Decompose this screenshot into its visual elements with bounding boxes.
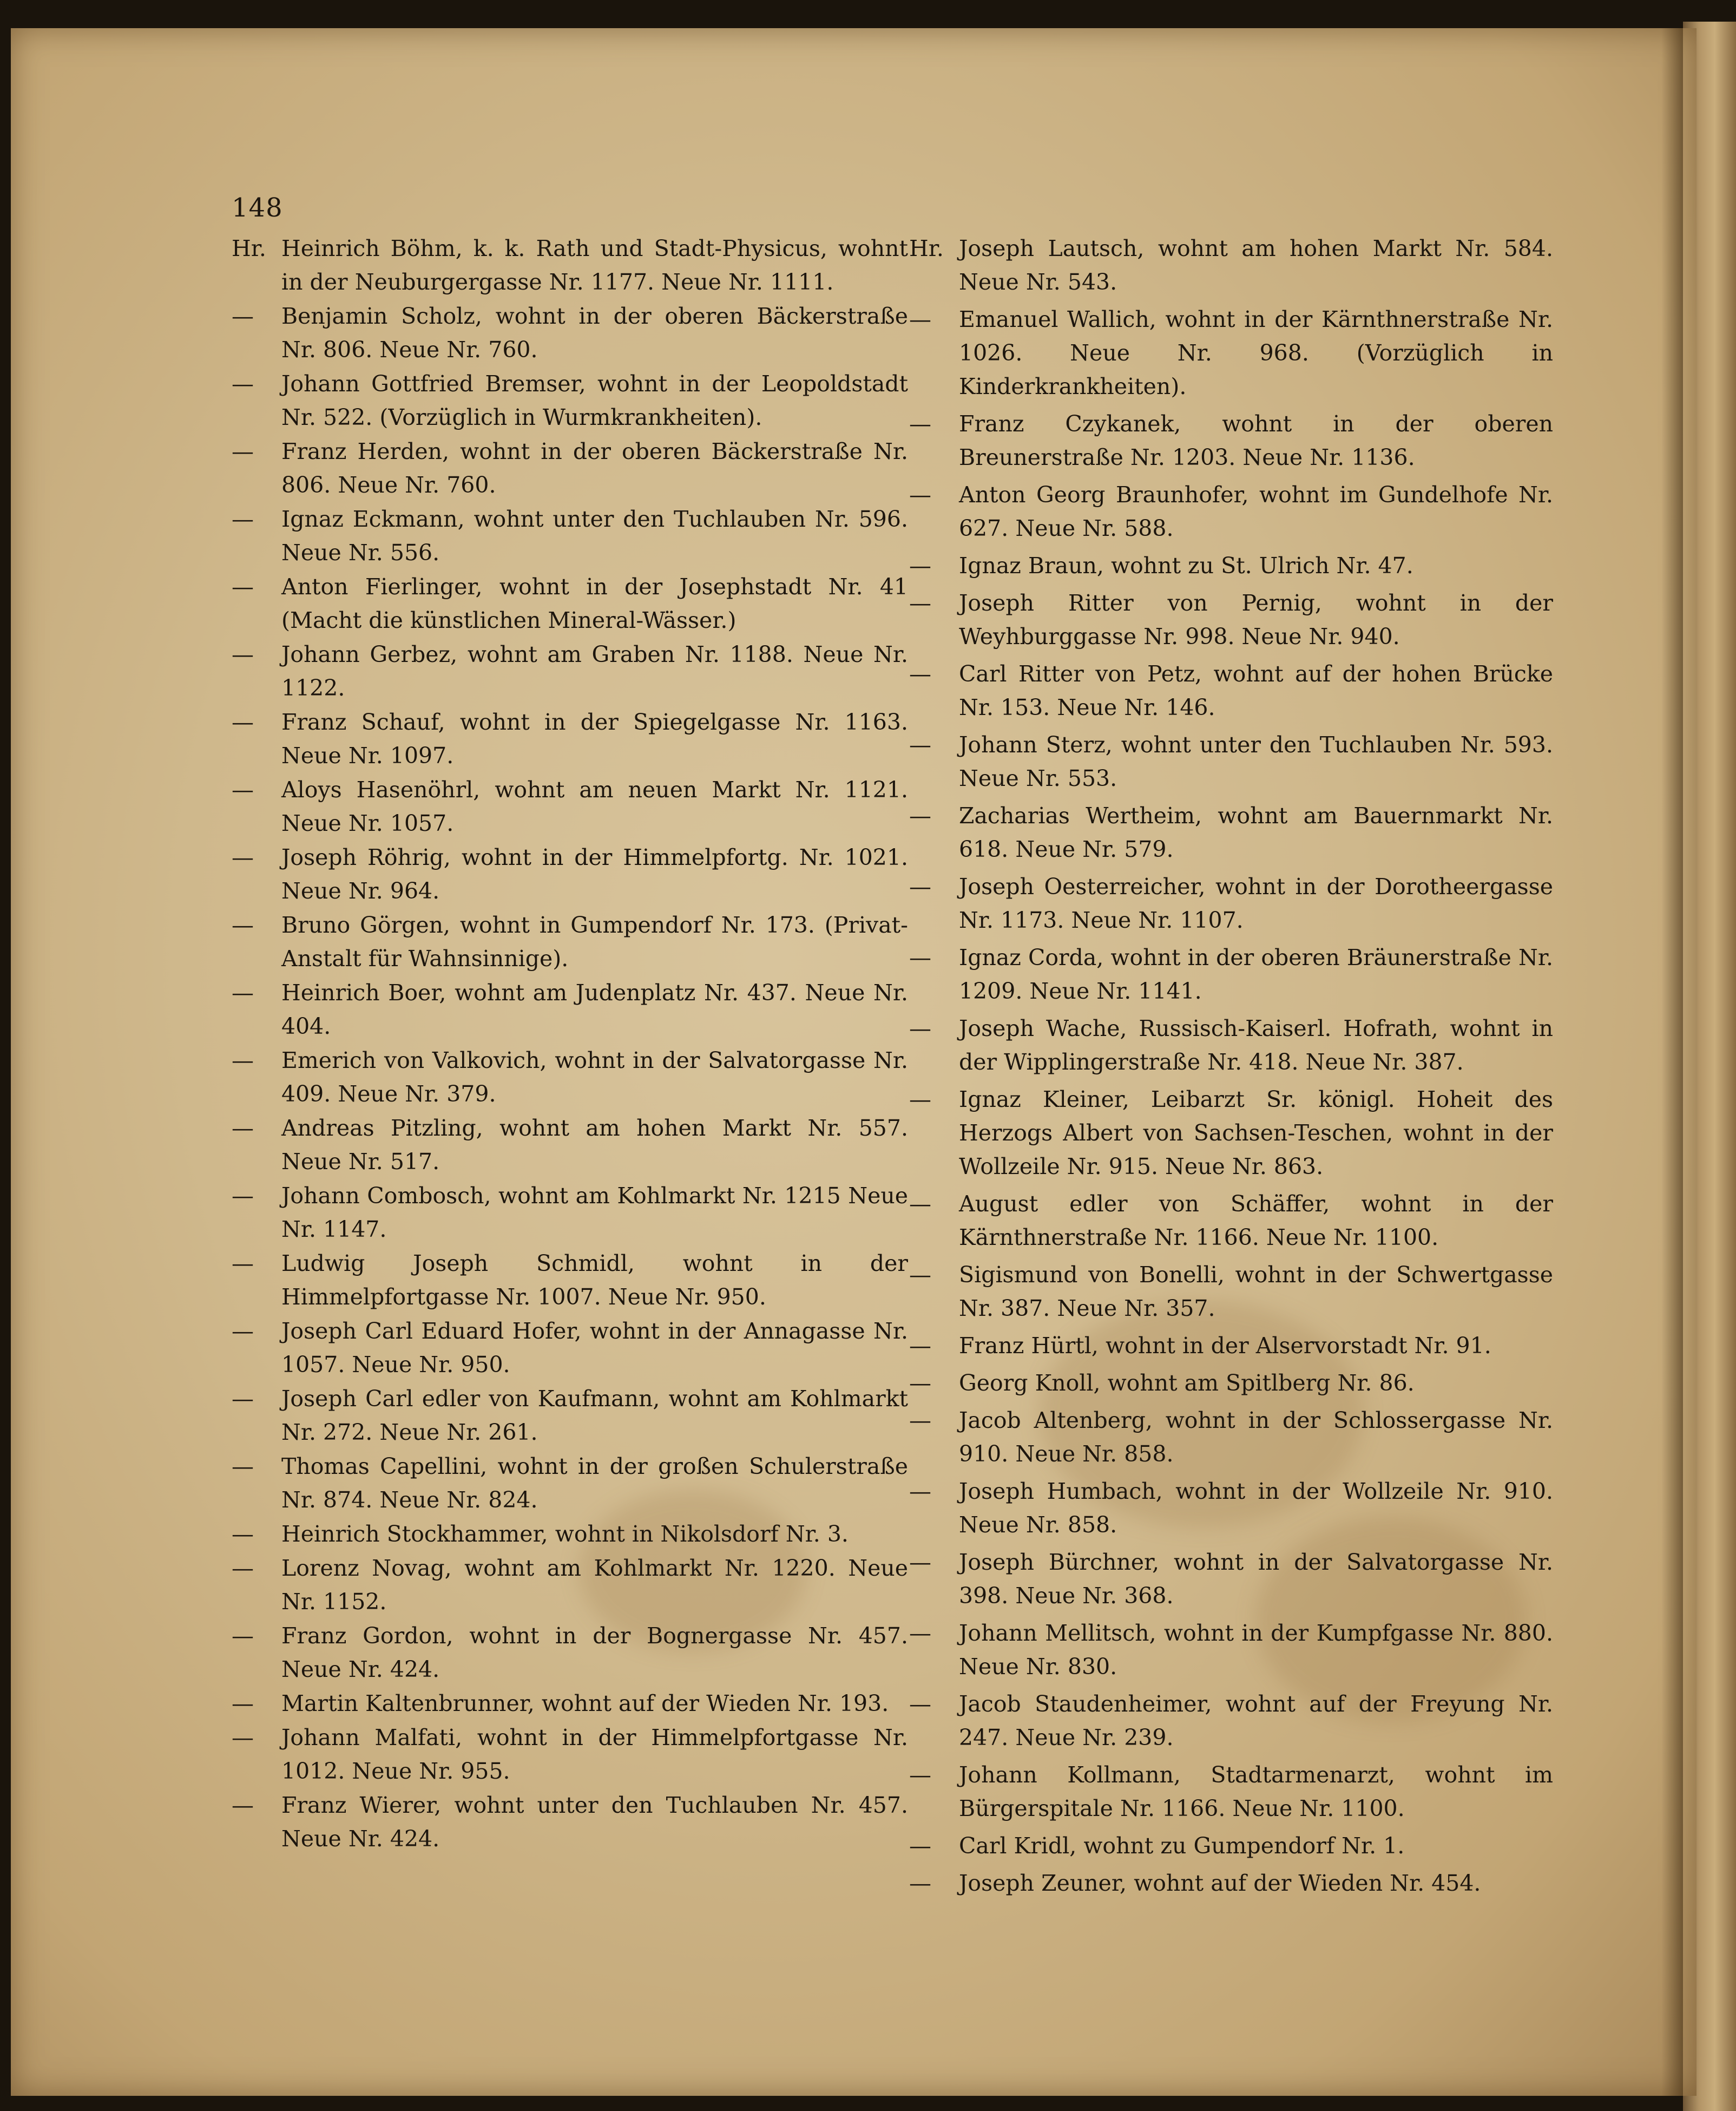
entry-prefix: —	[909, 1620, 931, 1646]
right-column	[909, 232, 1553, 1904]
entry-text: Joseph Humbach, wohnt in der Wollzeile Nr. 910. Neue Nr. 858.	[959, 1478, 1553, 1538]
entry-text: Ignaz Corda, wohnt in der oberen Bräunerstraße Nr. 1209. Neue Nr. 1141.	[959, 945, 1553, 1004]
physician-entry	[909, 1866, 1553, 1900]
physician-entry	[232, 367, 908, 434]
entry-prefix: —	[909, 874, 931, 900]
entry-prefix: —	[232, 641, 254, 667]
physician-entry	[232, 638, 908, 705]
physician-entry	[909, 1545, 1553, 1612]
physician-entry	[232, 1247, 908, 1314]
entry-text: Martin Kaltenbrunner, wohnt auf der Wieden Nr. 193.	[281, 1690, 889, 1716]
entry-text: Joseph Zeuner, wohnt auf der Wieden Nr. 454.	[959, 1870, 1481, 1896]
entry-prefix: —	[909, 1191, 931, 1217]
physician-entry	[909, 1687, 1553, 1754]
physician-entry	[909, 232, 1553, 299]
entry-text: Johann Malfati, wohnt in der Himmelpfortgasse Nr. 1012. Neue Nr. 955.	[281, 1725, 908, 1784]
entry-text: Sigismund von Bonelli, wohnt in der Schwertgasse Nr. 387. Neue Nr. 357.	[959, 1262, 1553, 1321]
entry-text: Ignaz Kleiner, Leibarzt Sr. königl. Hoheit des Herzogs Albert von Sachsen-Teschen, wohnt in der Wollzeile Nr. 915. Neue Nr. 863.	[959, 1086, 1553, 1179]
entry-prefix: —	[232, 1318, 254, 1344]
entry-prefix: —	[909, 803, 931, 829]
entry-text: Anton Georg Braunhofer, wohnt im Gundelhofe Nr. 627. Neue Nr. 588.	[959, 482, 1553, 541]
entry-text: Joseph Lautsch, wohnt am hohen Markt Nr. 584. Neue Nr. 543.	[959, 235, 1553, 295]
entry-prefix: —	[909, 732, 931, 758]
physician-entry	[909, 1404, 1553, 1471]
entry-text: Joseph Röhrig, wohnt in der Himmelpfortg. Nr. 1021. Neue Nr. 964.	[281, 844, 908, 904]
physician-entry	[232, 1721, 908, 1788]
entry-text: Zacharias Wertheim, wohnt am Bauernmarkt Nr. 618. Neue Nr. 579.	[959, 803, 1553, 862]
entry-text: Joseph Carl edler von Kaufmann, wohnt am Kohlmarkt Nr. 272. Neue Nr. 261.	[281, 1386, 908, 1445]
entry-prefix: —	[232, 1115, 254, 1141]
entry-prefix: —	[909, 1870, 931, 1896]
entry-prefix: —	[909, 1015, 931, 1041]
physician-entry	[232, 1551, 908, 1618]
entry-text: Franz Gordon, wohnt in der Bognergasse Nr. 457. Neue Nr. 424.	[281, 1623, 908, 1682]
entry-prefix: —	[232, 1725, 254, 1751]
page-binding-shadow	[1661, 28, 1683, 2096]
entry-prefix: —	[909, 1691, 931, 1717]
physician-entry	[232, 1314, 908, 1381]
physician-entry	[232, 1687, 908, 1720]
physician-entry	[909, 1329, 1553, 1362]
entry-prefix: —	[232, 980, 254, 1006]
entry-text: Carl Ritter von Petz, wohnt auf der hohen Brücke Nr. 153. Neue Nr. 146.	[959, 661, 1553, 720]
entry-text: Joseph Bürchner, wohnt in der Salvatorgasse Nr. 398. Neue Nr. 368.	[959, 1549, 1553, 1609]
entry-prefix: —	[909, 1762, 931, 1788]
physician-entry	[232, 1111, 908, 1178]
physician-entry	[909, 657, 1553, 724]
physician-entry	[232, 1788, 908, 1856]
physician-entry	[909, 1616, 1553, 1683]
entry-prefix: —	[232, 1183, 254, 1209]
entry-text: Bruno Görgen, wohnt in Gumpendorf Nr. 173. (Privat-Anstalt für Wahnsinnige).	[281, 912, 908, 972]
entry-text: Thomas Capellini, wohnt in der großen Schulerstraße Nr. 874. Neue Nr. 824.	[281, 1453, 908, 1513]
physician-entry	[232, 1179, 908, 1246]
entry-text: Joseph Wache, Russisch-Kaiserl. Hofrath, wohnt in der Wipplingerstraße Nr. 418. Neue Nr. 387.	[959, 1015, 1553, 1075]
entry-prefix: —	[909, 411, 931, 437]
page-number: 148	[232, 193, 283, 223]
entry-prefix: —	[232, 1623, 254, 1649]
physician-entry	[909, 941, 1553, 1008]
entry-prefix: —	[232, 1453, 254, 1479]
physician-entry	[232, 1619, 908, 1686]
physician-entry	[909, 1258, 1553, 1325]
entry-text: Johann Sterz, wohnt unter den Tuchlauben Nr. 593. Neue Nr. 553.	[959, 732, 1553, 791]
physician-entry	[232, 232, 908, 299]
entry-text: Johann Mellitsch, wohnt in der Kumpfgasse Nr. 880. Neue Nr. 830.	[959, 1620, 1553, 1680]
entry-prefix: —	[909, 661, 931, 687]
physician-entry	[232, 1450, 908, 1517]
entry-text: Johann Kollmann, Stadtarmenarzt, wohnt im Bürgerspitale Nr. 1166. Neue Nr. 1100.	[959, 1762, 1553, 1821]
physician-entry	[909, 478, 1553, 545]
entry-prefix: —	[232, 1386, 254, 1412]
physician-entry	[909, 728, 1553, 795]
entry-prefix: —	[909, 1833, 931, 1859]
entry-text: Joseph Oesterreicher, wohnt in der Dorotheergasse Nr. 1173. Neue Nr. 1107.	[959, 874, 1553, 933]
entry-prefix: —	[232, 371, 254, 397]
physician-entry	[909, 303, 1553, 403]
physician-entry	[909, 1758, 1553, 1825]
entry-text: Joseph Carl Eduard Hofer, wohnt in der Annagasse Nr. 1057. Neue Nr. 950.	[281, 1318, 908, 1378]
entry-prefix: —	[232, 777, 254, 803]
entry-text: August edler von Schäffer, wohnt in der Kärnthnerstraße Nr. 1166. Neue Nr. 1100.	[959, 1191, 1553, 1250]
physician-entry	[232, 435, 908, 502]
entry-prefix: —	[909, 1478, 931, 1504]
entry-prefix: —	[232, 1521, 254, 1547]
entry-prefix: —	[909, 945, 931, 971]
entry-prefix: —	[909, 1262, 931, 1288]
entry-text: Jacob Staudenheimer, wohnt auf der Freyung Nr. 247. Neue Nr. 239.	[959, 1691, 1553, 1751]
entry-prefix: —	[232, 303, 254, 329]
entry-prefix: —	[909, 590, 931, 616]
entry-text: Ludwig Joseph Schmidl, wohnt in der Himmelpfortgasse Nr. 1007. Neue Nr. 950.	[281, 1250, 908, 1310]
entry-text: Lorenz Novag, wohnt am Kohlmarkt Nr. 1220. Neue Nr. 1152.	[281, 1555, 908, 1615]
entry-text: Emanuel Wallich, wohnt in der Kärnthnerstraße Nr. 1026. Neue Nr. 968. (Vorzüglich in Kinderkrankheiten).	[959, 306, 1553, 399]
physician-entry	[909, 799, 1553, 866]
entry-text: Franz Czykanek, wohnt in der oberen Breunerstraße Nr. 1203. Neue Nr. 1136.	[959, 411, 1553, 470]
physician-entry	[232, 570, 908, 637]
entry-text: Franz Hürtl, wohnt in der Alservorstadt Nr. 91.	[959, 1333, 1491, 1359]
entry-text: Ignaz Eckmann, wohnt unter den Tuchlauben Nr. 596. Neue Nr. 556.	[281, 506, 908, 566]
physician-entry	[232, 502, 908, 569]
entry-prefix: —	[909, 306, 931, 332]
entry-prefix: —	[232, 1047, 254, 1073]
physician-entry	[909, 1083, 1553, 1183]
physician-entry	[232, 773, 908, 840]
entry-text: Jacob Altenberg, wohnt in der Schlossergasse Nr. 910. Neue Nr. 858.	[959, 1407, 1553, 1467]
entry-text: Andreas Pitzling, wohnt am hohen Markt Nr. 557. Neue Nr. 517.	[281, 1115, 908, 1175]
physician-entry	[232, 1044, 908, 1111]
physician-entry	[909, 1366, 1553, 1400]
physician-entry	[232, 1517, 908, 1551]
entry-prefix: —	[232, 1250, 254, 1276]
physician-entry	[232, 299, 908, 366]
physician-entry	[909, 870, 1553, 937]
physician-entry	[909, 1187, 1553, 1254]
entry-prefix: —	[909, 1407, 931, 1433]
entry-text: Anton Fierlinger, wohnt in der Josephstadt Nr. 41 (Macht die künstlichen Mineral-Wässer.)	[281, 574, 908, 633]
left-column	[232, 232, 908, 1856]
entry-text: Johann Gerbez, wohnt am Graben Nr. 1188. Neue Nr. 1122.	[281, 641, 908, 701]
entry-prefix: —	[232, 506, 254, 532]
entry-prefix: —	[232, 1690, 254, 1716]
entry-text: Aloys Hasenöhrl, wohnt am neuen Markt Nr. 1121. Neue Nr. 1057.	[281, 777, 908, 836]
physician-entry	[232, 705, 908, 772]
physician-entry	[909, 586, 1553, 653]
entry-prefix: —	[232, 912, 254, 938]
physician-entry	[232, 1382, 908, 1449]
entry-prefix: —	[909, 553, 931, 579]
entry-text: Joseph Ritter von Pernig, wohnt in der Weyhburggasse Nr. 998. Neue Nr. 940.	[959, 590, 1553, 650]
entry-text: Franz Herden, wohnt in der oberen Bäckerstraße Nr. 806. Neue Nr. 760.	[281, 438, 908, 498]
physician-entry	[909, 1012, 1553, 1079]
entry-prefix: —	[909, 1086, 931, 1112]
entry-text: Emerich von Valkovich, wohnt in der Salvatorgasse Nr. 409. Neue Nr. 379.	[281, 1047, 908, 1107]
entry-prefix: —	[232, 1555, 254, 1581]
entry-text: Ignaz Braun, wohnt zu St. Ulrich Nr. 47.	[959, 553, 1413, 579]
entry-prefix: —	[909, 1333, 931, 1359]
physician-entry	[909, 549, 1553, 582]
entry-prefix: —	[909, 1370, 931, 1396]
entry-text: Franz Schauf, wohnt in der Spiegelgasse Nr. 1163. Neue Nr. 1097.	[281, 709, 908, 769]
physician-entry	[909, 1829, 1553, 1863]
entry-text: Georg Knoll, wohnt am Spitlberg Nr. 86.	[959, 1370, 1415, 1396]
physician-entry	[232, 908, 908, 975]
entry-prefix: —	[232, 438, 254, 464]
entry-prefix: —	[909, 1549, 931, 1575]
physician-entry	[909, 407, 1553, 474]
entry-text: Heinrich Böhm, k. k. Rath und Stadt-Physicus, wohnt in der Neuburgergasse Nr. 1177. Neue Nr. 1111.	[281, 235, 908, 295]
entry-prefix: —	[232, 709, 254, 735]
entry-prefix: —	[232, 844, 254, 870]
entry-prefix: —	[909, 482, 931, 508]
physician-entry	[909, 1474, 1553, 1542]
physician-entry	[232, 976, 908, 1043]
entry-text: Johann Gottfried Bremser, wohnt in der Leopoldstadt Nr. 522. (Vorzüglich in Wurmkrankheiten).	[281, 371, 908, 430]
entry-prefix: —	[232, 1792, 254, 1818]
physician-entry	[232, 841, 908, 908]
entry-text: Franz Wierer, wohnt unter den Tuchlauben Nr. 457. Neue Nr. 424.	[281, 1792, 908, 1852]
entry-text: Heinrich Boer, wohnt am Judenplatz Nr. 437. Neue Nr. 404.	[281, 980, 908, 1039]
entry-text: Carl Kridl, wohnt zu Gumpendorf Nr. 1.	[959, 1833, 1405, 1859]
entry-prefix: Hr.	[909, 235, 944, 261]
entry-text: Heinrich Stockhammer, wohnt in Nikolsdorf Nr. 3.	[281, 1521, 849, 1547]
entry-text: Benjamin Scholz, wohnt in der oberen Bäckerstraße Nr. 806. Neue Nr. 760.	[281, 303, 908, 363]
entry-prefix: —	[232, 574, 254, 600]
entry-prefix: Hr.	[232, 235, 266, 261]
entry-text: Johann Combosch, wohnt am Kohlmarkt Nr. 1215 Neue Nr. 1147.	[281, 1183, 908, 1242]
